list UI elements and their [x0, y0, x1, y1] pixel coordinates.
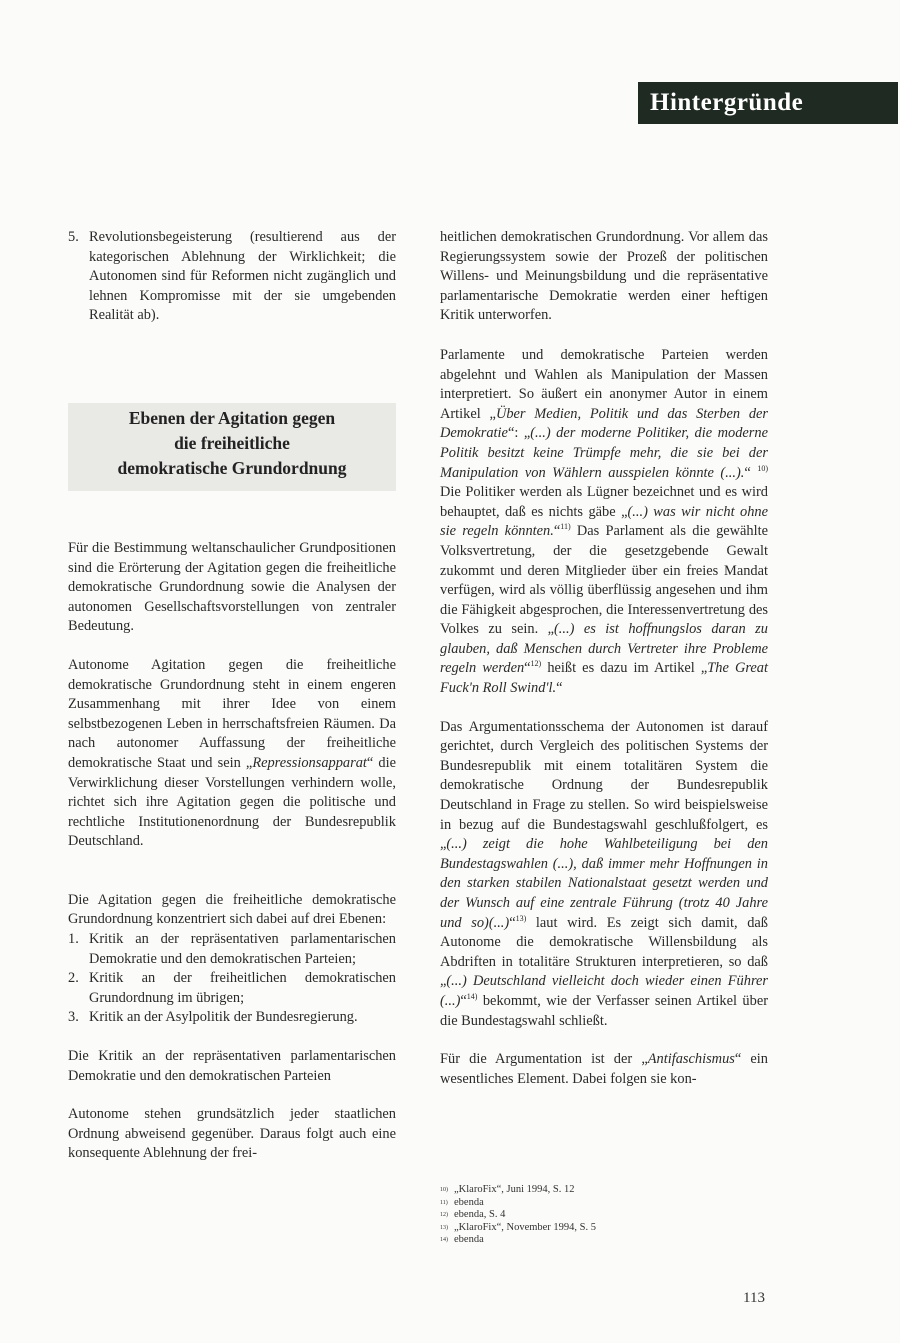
paragraph: Das Argumentationsschema der Autonomen ist darauf gerichtet, durch Vergleich des politischen Systems der Bundesrepublik mit einem totalitären System die demokratische Ordnung der Bundesrepublik Deutschland in Frage zu stellen. So wird beispielsweise in bezug auf die Bundestagswahl geschlußfolgert, es „(...) zeigt die hohe Wahlbeteiligung bei den Bundestagswahlen (...), daß immer mehr Hoffnungen in den starken stabilen Nationalstaat gesetzt werden und der Wunsch auf eine zentrale Führung (trotz 40 Jahre und so)(...)“$^{13)}$ laut wird. Es zeigt sich damit, daß Autonome die demokratische Willensbildung als Abdriften in totalitäre Strukturen interpretieren, so daß „(...) Deutschland vielleicht doch wieder einen Führer (...)“$^{14)}$ bekommt, wie der Verfasser seinen Artikel über die Bundestagswahl schließt. — [440, 718, 768, 1029]
footnote: 12) ebenda, S. 4 — [440, 1209, 506, 1221]
section-banner: Hintergründe — [638, 82, 898, 124]
list-item: 3. Kritik an der Asylpolitik der Bundesregierung. — [68, 1009, 358, 1026]
list-item-5 — [68, 228, 396, 326]
list-item: 1. Kritik an der repräsentativen parlamentarischen Demokratie und den demokratischen Parteien; — [68, 931, 396, 967]
footnote: 10) „KlaroFix“, Juni 1994, S. 12 — [440, 1184, 575, 1195]
paragraph: Die Agitation gegen die freiheitliche demokratische Grundordnung konzentriert sich dabei auf drei Ebenen: — [68, 891, 396, 928]
paragraph: Autonome stehen grundsätzlich jeder staatlichen Ordnung abweisend gegenüber. Daraus folgt auch eine konsequente Ablehnung der frei- — [68, 1106, 396, 1162]
footnote: 14) ebenda — [440, 1234, 484, 1246]
list-item: 2. Kritik an der freiheitlichen demokratischen Grundordnung im übrigen; — [68, 970, 396, 1006]
right-column — [440, 228, 768, 1089]
footnotes — [440, 1184, 760, 1247]
footnote-ref: 14) — [466, 992, 478, 1002]
paragraph: Für die Bestimmung weltanschaulicher Grundpositionen sind die Erörterung der Agitation gegen die freiheitliche demokratische Grundordnung sowie die Analysen der autonomen Gesellschaftsvorstellungen von zentraler Bedeutung. — [68, 539, 396, 635]
section-heading — [68, 403, 396, 491]
paragraph: heitlichen demokratischen Grundordnung. Vor allem das Regierungssystem sowie der Prozeß der politischen Willens- und Meinungsbildung und die repräsentative parlamentarische Demokratie werden einer heftigen Kritik unterworfen. — [440, 229, 768, 324]
list-number: 5. — [68, 229, 79, 245]
footnote: 11) ebenda — [440, 1196, 484, 1208]
paragraph: Autonome Agitation gegen die freiheitliche demokratische Grundordnung steht in einem engeren Zusammenhang mit ihrer Idee von einem selbstbezogenen Leben in herrschaftsfreien Räumen. Da nach autonomer Auffassung der freiheitliche demokratische Staat und sein „Repressionsapparat“ die Verwirklichung dieser Vorstellungen verhindern wolle, richtet sich ihre Agitation gegen die politische und rechtliche Institutionenordnung der Bundesrepublik Deutschland. — [68, 656, 396, 850]
list — [68, 930, 396, 1028]
list-text: Revolutionsbegeisterung (resultierend aus der kategorischen Ablehnung der Wirklichkeit; die Autonomen sind für Reformen nicht zugänglich und lehnen Kompromisse mit der sie umgebenden Realität ab). — [89, 229, 396, 324]
heading-line: demokratische Grundordnung — [117, 457, 347, 478]
paragraph: Parlamente und demokratische Parteien werden abgelehnt und Wahlen als Manipulation der Massen interpretiert. So äußert ein anonymer Autor in einem Artikel „Über Medien, Politik und das Sterben der Demokratie“: „(...) der moderne Politiker, die moderne Politik besitzt keine Trümpfe mehr, die sie bei der Manipulation von Wählern ausspielen könnte (...).“ $^{10)}$ Die Politiker werden als Lügner bezeichnet und es wird behauptet, daß es nichts gäbe „(...) was wir nicht ohne sie regeln könnten.“$^{11)}$ Das Parlament als die gewählte Volksvertretung, der die gesetzgebende Gewalt zukommt und deren Mitglieder über ein freies Mandat verfügen, wird als völlig überflüssig angesehen und ihm die Fähigkeit abgesprochen, die Interessenvertretung des Volkes zu sein. „(...) es ist hoffnungslos daran zu glauben, daß Menschen durch Vertreter ihre Probleme regeln werden“$^{12)}$ heißt es dazu im Artikel „The Great Fuck'n Roll Swind'l.“ — [440, 346, 769, 697]
subheading: Die Kritik an der repräsentativen parlamentarischen Demokratie und den demokratischen Parteien — [68, 1048, 396, 1084]
footnote-ref: 13) — [515, 913, 527, 923]
footnote-ref: 11) — [560, 522, 571, 532]
footnote: 13) „KlaroFix“, November 1994, S. 5 — [440, 1221, 597, 1233]
footnote-ref: 10) — [757, 463, 768, 473]
page-number: 113 — [743, 1290, 765, 1306]
paragraph: Für die Argumentation ist der „Antifaschismus“ ein wesentliches Element. Dabei folgen sie kon- — [440, 1051, 768, 1087]
heading-line: Ebenen der Agitation gegen — [128, 407, 336, 428]
heading-line: die freiheitliche — [174, 432, 290, 453]
left-column — [68, 228, 396, 1164]
footnote-ref: 12) — [530, 659, 542, 669]
